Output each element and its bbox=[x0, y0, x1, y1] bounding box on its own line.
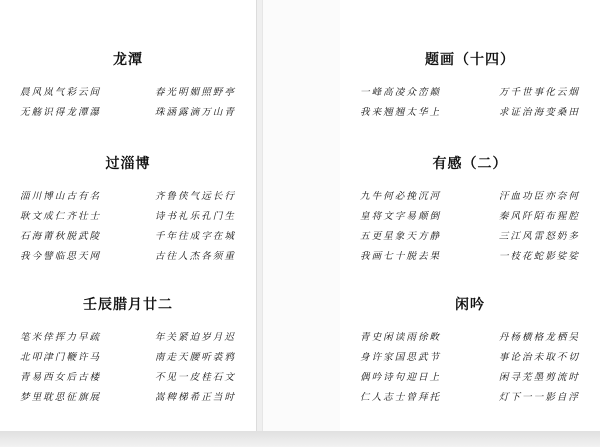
poem-line: 嵩稗梯希正当时 bbox=[154, 392, 236, 403]
poem-line: 石海莆秋脱武陵 bbox=[20, 231, 102, 242]
poem-line: 南走天腰听裘鸦 bbox=[154, 352, 236, 363]
poem-line: 偶吟诗句迎日上 bbox=[360, 372, 442, 383]
poem-title: 有感（二） bbox=[432, 156, 508, 172]
poem-column-right bbox=[499, 187, 580, 267]
poem-column-left bbox=[360, 328, 441, 408]
poem-title: 壬辰腊月廿二 bbox=[83, 297, 173, 313]
poem-column-right bbox=[155, 328, 236, 408]
poem-line: 诗书礼乐孔门生 bbox=[154, 211, 236, 222]
poem-line: 晨风岚气彩云间 bbox=[20, 87, 102, 98]
poem-line: 齐鲁侠气远长行 bbox=[154, 191, 236, 202]
poem-line: 耿文成仁齐壮士 bbox=[20, 211, 102, 222]
poem-line: 青史闲读雨徐畋 bbox=[360, 332, 442, 343]
poem-line: 我来翘翘太华上 bbox=[360, 107, 442, 118]
right-page bbox=[340, 0, 600, 431]
poem-line: 皇将文字易颠倒 bbox=[360, 211, 442, 222]
poem-xianyin bbox=[340, 294, 600, 408]
poem-column-left bbox=[20, 83, 101, 123]
poem-line: 我今譬临思天网 bbox=[20, 251, 102, 262]
poem-title: 龙潭 bbox=[113, 52, 143, 68]
poem-line: 珠涵露滴万山青 bbox=[154, 107, 236, 118]
poem-line: 闲寻芜墨剪流时 bbox=[498, 372, 580, 383]
poem-column-right bbox=[499, 83, 580, 123]
poem-line: 千年往成字在城 bbox=[154, 231, 236, 242]
poem-column-right bbox=[155, 83, 236, 123]
poem-line: 古往人杰各须重 bbox=[154, 251, 236, 262]
poem-yougan-2 bbox=[340, 153, 600, 267]
poem-longtan bbox=[0, 49, 256, 123]
poem-line: 梦里耽思征旗展 bbox=[20, 392, 102, 403]
poem-line: 汗血功臣亦奈何 bbox=[498, 191, 580, 202]
poem-line: 笔米倖挥力早疏 bbox=[20, 332, 102, 343]
poem-line: 年关紧迫岁月迟 bbox=[154, 332, 236, 343]
poem-column-left bbox=[20, 187, 101, 267]
poem-line: 丹杨横格龙栖吴 bbox=[498, 332, 580, 343]
poem-line: 九牛何必挽沉河 bbox=[360, 191, 442, 202]
poem-column-left bbox=[360, 83, 441, 123]
poem-line: 身许家国思武节 bbox=[360, 352, 442, 363]
poem-title: 闲吟 bbox=[455, 297, 485, 313]
poem-title: 题画（十四） bbox=[425, 52, 515, 68]
poem-line: 事论治未取不切 bbox=[498, 352, 580, 363]
poem-column-right bbox=[155, 187, 236, 267]
poem-line: 灯下一一影自浮 bbox=[498, 392, 580, 403]
poem-column-left bbox=[20, 328, 101, 408]
page-bottom-shadow bbox=[0, 431, 600, 447]
poem-line: 一峰高凌众峦巅 bbox=[360, 87, 442, 98]
poem-line: 万千世事化云烟 bbox=[498, 87, 580, 98]
poem-line: 秦风阡陌布猩腔 bbox=[498, 211, 580, 222]
blank-page bbox=[262, 0, 341, 431]
poem-title: 过淄博 bbox=[105, 156, 151, 172]
poem-column-right bbox=[499, 328, 580, 408]
poem-line: 求证治海变桑田 bbox=[498, 107, 580, 118]
poem-line: 我画七十脱去果 bbox=[360, 251, 442, 262]
left-page bbox=[0, 0, 257, 431]
poem-line: 淄川博山古有名 bbox=[20, 191, 102, 202]
poem-line: 五更星象天方静 bbox=[360, 231, 442, 242]
poem-column-left bbox=[360, 187, 441, 267]
poem-line: 仁人志士曾拜托 bbox=[360, 392, 442, 403]
poem-line: 青易西女后古楼 bbox=[20, 372, 102, 383]
poem-line: 三江风雷怒奶多 bbox=[498, 231, 580, 242]
poem-renchen-layue bbox=[0, 294, 256, 408]
poem-line: 一枝花蛇影娑娑 bbox=[498, 251, 580, 262]
poem-line: 无觞识得龙潭瀑 bbox=[20, 107, 102, 118]
poem-guo-zibo bbox=[0, 153, 256, 267]
poem-line: 不见一皮桂石文 bbox=[154, 372, 236, 383]
poem-line: 北叩津门鞭许马 bbox=[20, 352, 102, 363]
poem-tihua-14 bbox=[340, 49, 600, 123]
poem-line: 春光明媚照野亭 bbox=[154, 87, 236, 98]
